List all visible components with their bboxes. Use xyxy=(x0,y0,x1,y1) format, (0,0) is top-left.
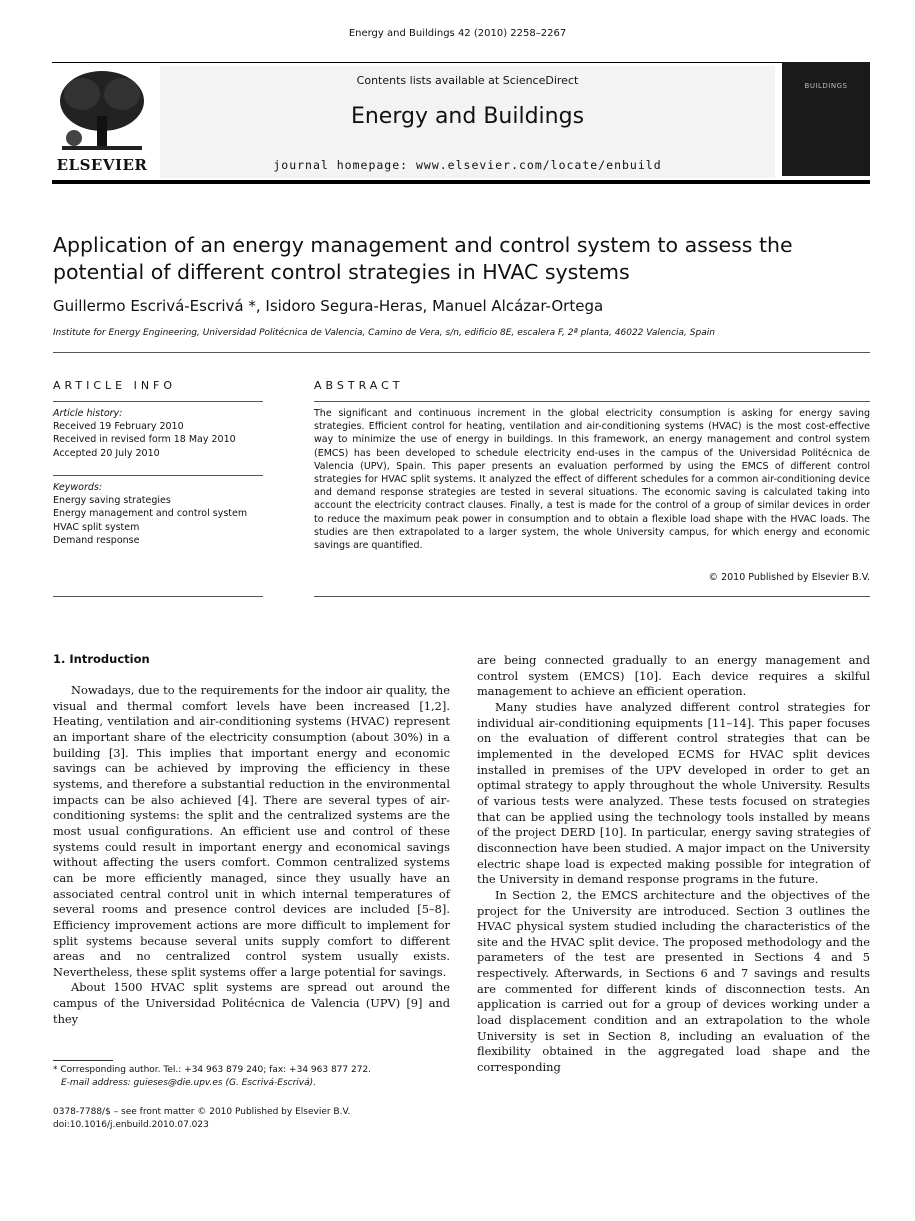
journal-reference: Energy and Buildings 42 (2010) 2258–2267 xyxy=(348,28,567,39)
abstract-divider xyxy=(314,401,870,402)
keyword-item: Demand response xyxy=(53,534,140,546)
paragraph: Nowadays, due to the requirements for the indoor air quality, the visual and thermal comfort levels have been increased [1,2]. Heating, ventilation and air-conditioning systems (HVAC) represent an important share of the electricity consumption (about 30%) in a building [3]. This implies that important energy and economic savings can be achieved by improving the efficiency in these systems, and therefore a substantial reduction in the environmental impacts can be also achieved [4]. There are several types of air-conditioning systems: the split and the centralized systems are the most usual configurations. An efficient use and control of these systems could result in important energy and economical savings without affecting the users comfort. Common centralized systems can be more efficiently managed, since they usually have an associated central control unit in which internal temperatures of several rooms and presence control devices are included [5–8]. Efficiency improvement actions are more difficult to implement for split systems because several units supply comfort to different areas and no centralized control system usually exists. Nevertheless, these split systems offer a large potential for savings. xyxy=(53,683,450,979)
paragraph: In Section 2, the EMCS architecture and the objectives of the project for the University are introduced. Section 3 outlines the HVAC physical system studied including the characteristics of the site and the HVAC split device. The proposed methodology and the parameters of the test are presented in Sections 4 and 5 respectively. Afterwards, in Sections 6 and 7 savings and results are commented for different kinds of disconnection tests. An application is carried out for a group of devices working under a load displacement condition and an extrapolation to the whole University is set in Section 8, including an evaluation of the flexibility obtained in the aggregated load shape and the corresponding xyxy=(477,887,870,1075)
abstract-heading: ABSTRACT xyxy=(314,379,404,392)
paragraph: are being connected gradually to an energy management and control system (EMCS) [10]. Each device requires a skilful management to achieve an efficient operation. xyxy=(477,653,870,699)
contents-available-link[interactable]: Contents lists available at ScienceDirect xyxy=(356,74,579,87)
front-matter-line: 0378-7788/$ – see front matter © 2010 Published by Elsevier B.V. xyxy=(53,1107,351,1117)
revised-date: Received in revised form 18 May 2010 xyxy=(53,434,236,446)
paper-title: Application of an energy management and control system to assess the potential of different control strategies in HVAC systems xyxy=(53,233,793,284)
abstract-text: The significant and continuous increment in the global electricity consumption is asking for energy saving strategies. Efficient control for heating, ventilation and air-conditioning systems (HVAC) is the most cost-effective way to minimize the use of energy in buildings. In this framework, an energy management and control system (EMCS) has been developed to schedule electricity end-uses in the campus of the Universidad Politécnica de Valencia (UPV), Spain. This paper presents an evaluation performed by using the EMCS of different control strategies for HVAC split systems. It analyzed the effect of different schedules for a common air-conditioning device and demand response strategies are tested in several situations. The economic saving is calculated taking into account the electricity contract clauses. Finally, a test is made for the control of a group of similar devices in order to reduce the maximum peak power in consumption and to obtain a flexible load shape with the HVAC loads. The studies are then extrapolated to a larger system, the whole University campus, for which energy and economic savings are quantified. xyxy=(314,408,870,552)
left-column-text xyxy=(53,683,450,1027)
author-list: Guillermo Escrivá-Escrivá *, Isidoro Segura-Heras, Manuel Alcázar-Ortega xyxy=(53,297,604,315)
article-history xyxy=(53,407,263,460)
issn-block xyxy=(53,1106,450,1132)
journal-homepage-link[interactable]: journal homepage: www.elsevier.com/locate/enbuild xyxy=(273,158,662,172)
paragraph: About 1500 HVAC split systems are spread out around the campus of the Universidad Politécnica de Valencia (UPV) [9] and they xyxy=(53,980,450,1026)
keywords-divider xyxy=(53,475,263,476)
abstract-bottom-rule xyxy=(314,596,870,597)
history-label: Article history: xyxy=(53,408,123,419)
right-column-text xyxy=(477,653,870,1076)
header-top-rule xyxy=(52,62,870,63)
journal-cover-title: BUILDINGS xyxy=(804,82,848,90)
keywords-block xyxy=(53,481,263,547)
paragraph: Many studies have analyzed different control strategies for individual air-conditioning equipments [11–14]. This paper focuses on the evaluation of different control strategies that can be implemented in the developed ECMS for HVAC split devices installed in premises of the UPV developed in order to get an optimal strategy to apply throughout the whole University. Results of various tests were analyzed. These tests focused on strategies that can be applied using the technology tools installed by means of the project DERD [10]. In particular, energy saving strategies of disconnection have been studied. A major impact on the University electric shape load is expected making possible for integration of the University in demand response programs in the future. xyxy=(477,699,870,887)
article-info-bottom-rule xyxy=(53,596,263,597)
doi-link[interactable]: doi:10.1016/j.enbuild.2010.07.023 xyxy=(53,1120,209,1130)
elsevier-tree-logo xyxy=(52,66,152,156)
abstract-copyright: © 2010 Published by Elsevier B.V. xyxy=(708,572,870,583)
article-info-heading: ARTICLE INFO xyxy=(53,379,177,392)
journal-cover-thumbnail xyxy=(782,62,870,176)
corresponding-author-footnote xyxy=(53,1064,450,1090)
author-affiliation: Institute for Energy Engineering, Universidad Politécnica de Valencia, Camino de Vera, s/n, edificio 8E, escalera F, 2ª planta, 46022 Valencia, Spain xyxy=(53,328,715,338)
footnote-rule xyxy=(53,1060,113,1061)
keyword-item: HVAC split system xyxy=(53,521,140,533)
corresponding-author-line: * Corresponding author. Tel.: +34 963 879 240; fax: +34 963 877 272. xyxy=(53,1065,372,1075)
keyword-item: Energy management and control system xyxy=(53,508,248,520)
article-info-divider xyxy=(53,401,263,402)
affiliation-divider xyxy=(53,352,870,353)
received-date: Received 19 February 2010 xyxy=(53,421,184,433)
journal-title: Energy and Buildings xyxy=(350,104,585,129)
header-bottom-rule xyxy=(52,180,870,184)
publisher-name: ELSEVIER xyxy=(56,156,148,174)
section-heading-introduction: 1. Introduction xyxy=(53,652,150,666)
accepted-date: Accepted 20 July 2010 xyxy=(53,447,160,459)
email-address-link[interactable]: E-mail address: guieses@die.upv.es (G. Escrivá-Escrivá). xyxy=(61,1078,317,1088)
keyword-item: Energy saving strategies xyxy=(53,495,171,507)
keywords-label: Keywords: xyxy=(53,482,103,493)
